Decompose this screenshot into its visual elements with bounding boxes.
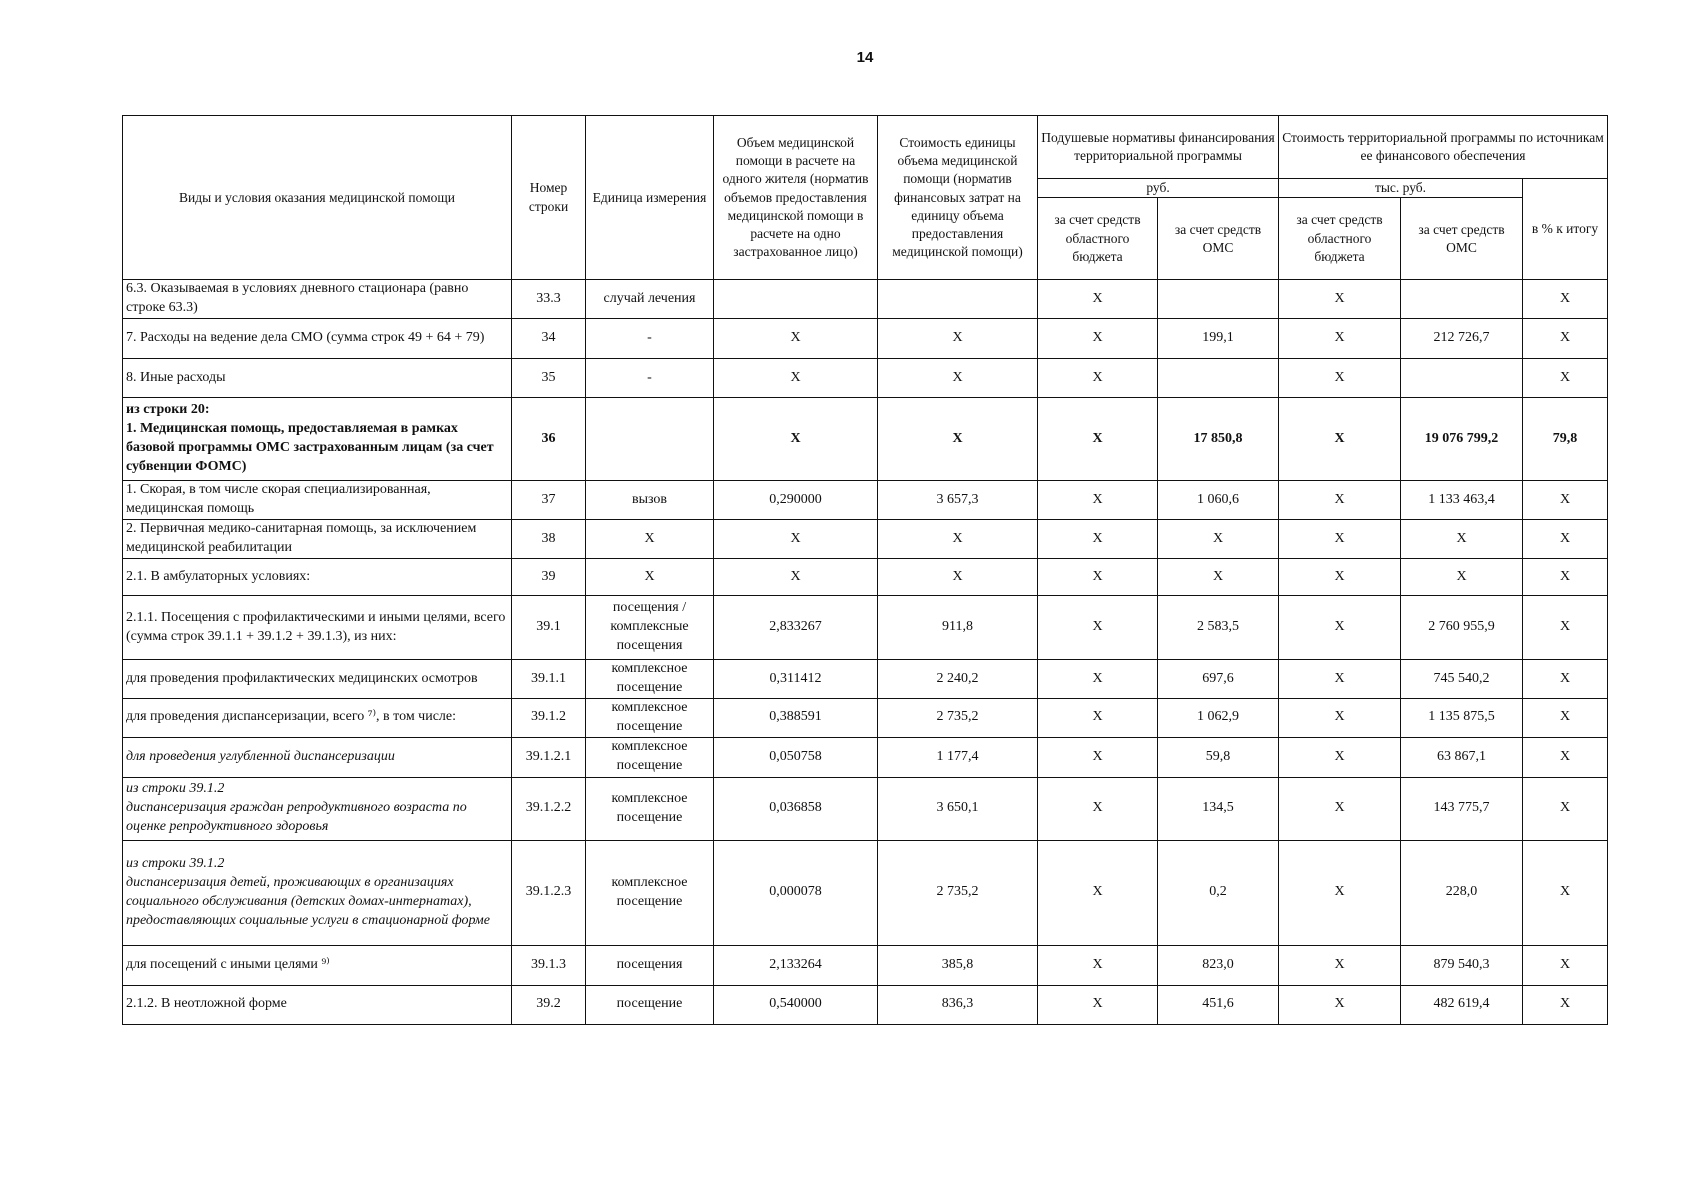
row-unit: комплексное посещение [586,840,714,945]
header-unit-cost: Стоимость единицы объема медицинской помощи (норматив финансовых затрат на единицу объема предоставления медицинской помощи) [878,116,1038,280]
row-unit: комплексное посещение [586,660,714,699]
header-program-cost: Стоимость территориальной программы по источникам ее финансового обеспечения [1279,116,1608,179]
header-percent-total: в % к итогу [1523,179,1608,280]
row-unit-cost: 2 735,2 [878,840,1038,945]
row-number: 35 [512,359,586,398]
row-cost-oms: 2 760 955,9 [1401,596,1523,660]
row-volume: 0,050758 [714,737,878,777]
row-per-capita-budget: X [1038,596,1158,660]
row-unit-cost: 2 735,2 [878,699,1038,738]
financing-table [122,115,1608,1025]
row-unit-cost: X [878,398,1038,481]
table-header [123,116,1608,280]
row-percent: X [1523,985,1608,1024]
header-per-capita-budget: за счет средств областного бюджета [1038,198,1158,280]
table-row [123,481,1608,520]
header-per-capita: Подушевые нормативы финансирования территориальной программы [1038,116,1279,179]
row-number: 39.1.2.2 [512,777,586,840]
row-unit: - [586,359,714,398]
row-cost-oms: 19 076 799,2 [1401,398,1523,481]
row-name: 2.1.1. Посещения с профилактическими и иными целями, всего (сумма строк 39.1.1 + 39.1.2 + 39.1.3), из них: [123,596,512,660]
row-per-capita-budget: X [1038,319,1158,359]
row-cost-budget: X [1279,359,1401,398]
row-number: 36 [512,398,586,481]
row-unit: посещение [586,985,714,1024]
header-thousand-rub: тыс. руб. [1279,179,1523,198]
row-cost-oms: 63 867,1 [1401,737,1523,777]
row-cost-budget: X [1279,520,1401,559]
row-percent: X [1523,280,1608,319]
row-number: 39.1.2.1 [512,737,586,777]
header-rub: руб. [1038,179,1279,198]
row-name: для проведения углубленной диспансеризации [123,737,512,777]
row-cost-oms: 1 133 463,4 [1401,481,1523,520]
row-percent: X [1523,596,1608,660]
row-volume: 0,036858 [714,777,878,840]
row-unit: посещения / комплексные посещения [586,596,714,660]
row-unit-cost: X [878,359,1038,398]
row-number: 39.1.2.3 [512,840,586,945]
row-unit [586,398,714,481]
table-row [123,945,1608,985]
header-types: Виды и условия оказания медицинской помощи [123,116,512,280]
row-volume: X [714,359,878,398]
table-row [123,319,1608,359]
row-cost-budget: X [1279,945,1401,985]
row-percent: X [1523,559,1608,596]
row-volume: 2,833267 [714,596,878,660]
row-volume: X [714,520,878,559]
row-number: 39.2 [512,985,586,1024]
row-per-capita-oms: 823,0 [1158,945,1279,985]
row-cost-oms: 482 619,4 [1401,985,1523,1024]
row-number: 39.1.3 [512,945,586,985]
row-cost-oms: 143 775,7 [1401,777,1523,840]
row-unit: комплексное посещение [586,777,714,840]
row-percent: 79,8 [1523,398,1608,481]
row-number: 37 [512,481,586,520]
row-unit: - [586,319,714,359]
table-row [123,280,1608,319]
row-number: 39.1.1 [512,660,586,699]
row-unit-cost: 911,8 [878,596,1038,660]
row-per-capita-budget: X [1038,359,1158,398]
row-cost-budget: X [1279,985,1401,1024]
row-per-capita-budget: X [1038,777,1158,840]
header-volume: Объем медицинской помощи в расчете на одного жителя (норматив объемов предоставления медицинской помощи в расчете на одно застрахованное лицо) [714,116,878,280]
table-row [123,660,1608,699]
row-cost-oms: X [1401,520,1523,559]
row-cost-oms: 228,0 [1401,840,1523,945]
row-per-capita-budget: X [1038,559,1158,596]
row-number: 34 [512,319,586,359]
page-number: 14 [856,49,874,66]
row-per-capita-oms: X [1158,559,1279,596]
row-name: 7. Расходы на ведение дела СМО (сумма строк 49 + 64 + 79) [123,319,512,359]
row-unit: X [586,520,714,559]
table-row [123,520,1608,559]
row-name: из строки 39.1.2 диспансеризация детей, проживающих в организациях социального обслуживания (детских домах-интернатах), предоставляющих социальные услуги в стационарной форме [123,840,512,945]
row-unit-cost: 385,8 [878,945,1038,985]
row-volume [714,280,878,319]
table-row [123,359,1608,398]
row-percent: X [1523,481,1608,520]
row-number: 39.1 [512,596,586,660]
row-per-capita-oms: 17 850,8 [1158,398,1279,481]
row-per-capita-budget: X [1038,660,1158,699]
row-unit-cost: X [878,520,1038,559]
row-volume: 0,388591 [714,699,878,738]
row-name: 2.1. В амбулаторных условиях: [123,559,512,596]
row-unit: комплексное посещение [586,699,714,738]
header-cost-budget: за счет средств областного бюджета [1279,198,1401,280]
header-cost-oms: за счет средств ОМС [1401,198,1523,280]
table-row [123,398,1608,481]
table-row [123,737,1608,777]
row-volume: 2,133264 [714,945,878,985]
row-cost-oms [1401,359,1523,398]
row-per-capita-oms [1158,280,1279,319]
row-volume: X [714,559,878,596]
row-cost-oms: 1 135 875,5 [1401,699,1523,738]
row-per-capita-budget: X [1038,520,1158,559]
row-per-capita-oms: 134,5 [1158,777,1279,840]
row-cost-budget: X [1279,777,1401,840]
row-cost-budget: X [1279,280,1401,319]
row-cost-budget: X [1279,559,1401,596]
row-name: для проведения диспансеризации, всего ⁷⁾, в том числе: [123,699,512,738]
row-name: из строки 39.1.2 диспансеризация граждан репродуктивного возраста по оценке репродуктивного здоровья [123,777,512,840]
row-number: 33.3 [512,280,586,319]
row-name: 8. Иные расходы [123,359,512,398]
row-unit: X [586,559,714,596]
row-name: для посещений с иными целями ⁹⁾ [123,945,512,985]
row-cost-budget: X [1279,481,1401,520]
row-per-capita-oms: 697,6 [1158,660,1279,699]
row-number: 39 [512,559,586,596]
row-per-capita-budget: X [1038,945,1158,985]
row-cost-oms: X [1401,559,1523,596]
header-unit: Единица измерения [586,116,714,280]
row-per-capita-budget: X [1038,481,1158,520]
row-volume: 0,311412 [714,660,878,699]
row-per-capita-budget: X [1038,280,1158,319]
row-percent: X [1523,359,1608,398]
row-per-capita-oms: 1 060,6 [1158,481,1279,520]
row-percent: X [1523,840,1608,945]
row-cost-oms: 745 540,2 [1401,660,1523,699]
row-volume: 0,540000 [714,985,878,1024]
row-cost-budget: X [1279,596,1401,660]
header-per-capita-oms: за счет средств ОМС [1158,198,1279,280]
row-unit-cost: X [878,559,1038,596]
table-row [123,596,1608,660]
row-name: 1. Скорая, в том числе скорая специализированная, медицинская помощь [123,481,512,520]
row-cost-budget: X [1279,319,1401,359]
row-per-capita-oms: X [1158,520,1279,559]
row-per-capita-budget: X [1038,737,1158,777]
row-volume: 0,000078 [714,840,878,945]
row-unit-cost: 2 240,2 [878,660,1038,699]
row-volume: 0,290000 [714,481,878,520]
row-per-capita-budget: X [1038,840,1158,945]
row-name: из строки 20: 1. Медицинская помощь, предоставляемая в рамках базовой программы ОМС застрахованным лицам (за счет субвенции ФОМС) [123,398,512,481]
row-unit: посещения [586,945,714,985]
row-name: 2. Первичная медико-санитарная помощь, за исключением медицинской реабилитации [123,520,512,559]
table-row [123,985,1608,1024]
row-number: 39.1.2 [512,699,586,738]
row-per-capita-oms: 0,2 [1158,840,1279,945]
row-percent: X [1523,777,1608,840]
row-cost-budget: X [1279,840,1401,945]
row-percent: X [1523,660,1608,699]
row-per-capita-oms: 199,1 [1158,319,1279,359]
row-percent: X [1523,737,1608,777]
row-unit-cost: 836,3 [878,985,1038,1024]
row-volume: X [714,398,878,481]
row-percent: X [1523,520,1608,559]
row-per-capita-oms: 59,8 [1158,737,1279,777]
row-unit-cost: X [878,319,1038,359]
row-cost-budget: X [1279,660,1401,699]
row-name: для проведения профилактических медицинских осмотров [123,660,512,699]
table-row [123,699,1608,738]
row-unit-cost: 1 177,4 [878,737,1038,777]
row-per-capita-budget: X [1038,699,1158,738]
row-cost-oms [1401,280,1523,319]
table-row [123,840,1608,945]
row-unit-cost: 3 650,1 [878,777,1038,840]
row-cost-budget: X [1279,398,1401,481]
row-per-capita-oms [1158,359,1279,398]
row-percent: X [1523,319,1608,359]
row-per-capita-oms: 451,6 [1158,985,1279,1024]
row-unit-cost [878,280,1038,319]
row-name: 2.1.2. В неотложной форме [123,985,512,1024]
row-cost-budget: X [1279,699,1401,738]
table-body [123,280,1608,1025]
row-name: 6.3. Оказываемая в условиях дневного стационара (равно строке 63.3) [123,280,512,319]
row-unit: вызов [586,481,714,520]
row-unit-cost: 3 657,3 [878,481,1038,520]
table-row [123,559,1608,596]
row-per-capita-oms: 2 583,5 [1158,596,1279,660]
row-percent: X [1523,699,1608,738]
row-number: 38 [512,520,586,559]
row-cost-oms: 879 540,3 [1401,945,1523,985]
header-row-number: Номер строки [512,116,586,280]
row-percent: X [1523,945,1608,985]
row-volume: X [714,319,878,359]
row-per-capita-budget: X [1038,985,1158,1024]
row-unit: случай лечения [586,280,714,319]
row-per-capita-budget: X [1038,398,1158,481]
row-unit: комплексное посещение [586,737,714,777]
row-cost-budget: X [1279,737,1401,777]
table-row [123,777,1608,840]
row-cost-oms: 212 726,7 [1401,319,1523,359]
row-per-capita-oms: 1 062,9 [1158,699,1279,738]
